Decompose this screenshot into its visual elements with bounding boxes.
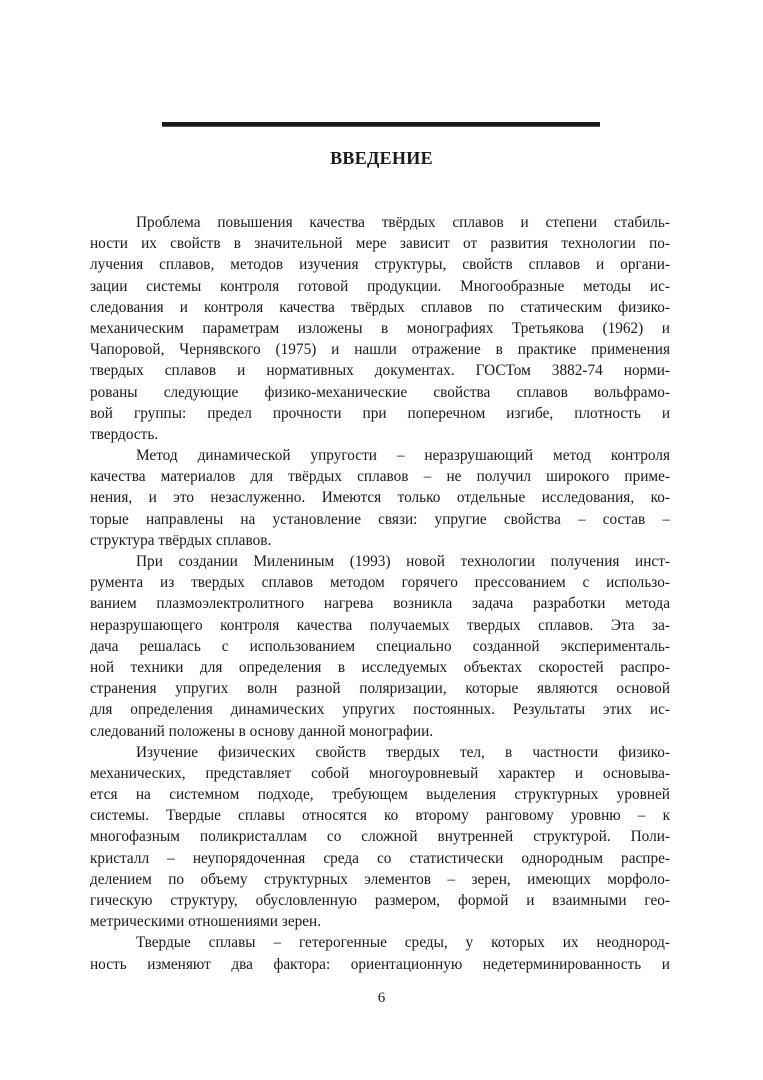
text-line: гическую структуру, обусловленную размером, формой и взаимными гео- (90, 892, 670, 909)
text-line: неразрушающего контроля качества получаемых твердых сплавов. Эта за- (90, 616, 670, 634)
text-line: метрическими отношениями зерен. (90, 913, 322, 931)
text-line: дача решалась с использованием специально созданной эксперименталь- (90, 637, 670, 655)
text-line: рованы следующие физико-механические свойства сплавов вольфрамо- (90, 383, 670, 401)
paragraph (90, 742, 670, 933)
text-line: вой группы: предел прочности при поперечном изгибе, плотность и (90, 404, 670, 422)
text-line: твердость. (90, 425, 159, 443)
text-line: делением по объему структурных элементов – зерен, имеющих морфоло- (90, 870, 670, 888)
paragraph (90, 445, 670, 551)
text-line: ность изменяют два фактора: ориентационную недетерминированность и (90, 955, 670, 973)
text-line: Метод динамической упругости – неразрушающий метод контроля (136, 447, 670, 465)
text-line: механических, представляет собой многоуровневый характер и основыва- (90, 764, 670, 782)
text-line: для определения динамических упругих постоянных. Результаты этих ис- (90, 701, 670, 719)
text-line: румента из твердых сплавов методом горячего прессованием с использо- (90, 574, 670, 592)
text-line: многофазным поликристаллам со сложной внутренней структурой. Поли- (90, 828, 670, 846)
text-line: зации системы контроля готовой продукции. Многообразные методы ис- (90, 277, 670, 295)
text-line: нения, и это незаслуженно. Имеются только отдельные исследования, ко- (90, 489, 670, 507)
text-line: следований положены в основу данной монографии. (90, 722, 434, 740)
text-line: системы. Твердые сплавы относятся ко второму ранговому уровню – к (90, 807, 670, 825)
text-line: структура твёрдых сплавов. (90, 531, 272, 549)
text-line: ной техники для определения в исследуемых объектах скоростей распро- (90, 658, 670, 676)
text-line: механическим параметрам изложены в монографиях Третьякова (1962) и (90, 319, 670, 337)
text-line: лучения сплавов, методов изучения структуры, свойств сплавов и органи- (90, 256, 670, 274)
text-line: кристалл – неупорядоченная среда со статистически однородным распре- (90, 849, 670, 867)
chapter-title: ВВЕДЕНИЕ (330, 148, 433, 168)
body-text (90, 212, 670, 975)
text-line: ванием плазмоэлектролитного нагрева возникла задача разработки метода (90, 595, 670, 613)
header-rule (162, 122, 600, 126)
text-line: Изучение физических свойств твердых тел, в частности физико- (136, 743, 670, 761)
paragraph (90, 932, 670, 974)
text-line: ется на системном подходе, требующем выделения структурных уровней (90, 786, 670, 804)
text-line: торые направлены на установление связи: упругие свойства – состав – (90, 510, 670, 528)
text-line: качества материалов для твёрдых сплавов – не получил широкого приме- (90, 468, 670, 486)
text-line: твердых сплавов и нормативных документах. ГОСТом 3882-74 норми- (90, 362, 670, 380)
page-number: 6 (377, 990, 386, 1006)
text-line: Чапоровой, Чернявского (1975) и нашли отражение в практике применения (90, 341, 670, 359)
text-line: странения упругих волн разной поляризации, которые являются основой (90, 680, 670, 698)
paragraph (90, 212, 670, 445)
text-line: При создании Милениным (1993) новой технологии получения инст- (136, 553, 670, 570)
paragraph (90, 551, 670, 742)
text-line: Проблема повышения качества твёрдых сплавов и степени стабиль- (136, 214, 670, 231)
text-line: Твердые сплавы – гетерогенные среды, у которых их неоднород- (136, 934, 670, 952)
text-line: следования и контроля качества твёрдых сплавов по статическим физико- (90, 298, 670, 316)
text-line: ности их свойств в значительной мере зависит от развития технологии по- (90, 235, 670, 253)
